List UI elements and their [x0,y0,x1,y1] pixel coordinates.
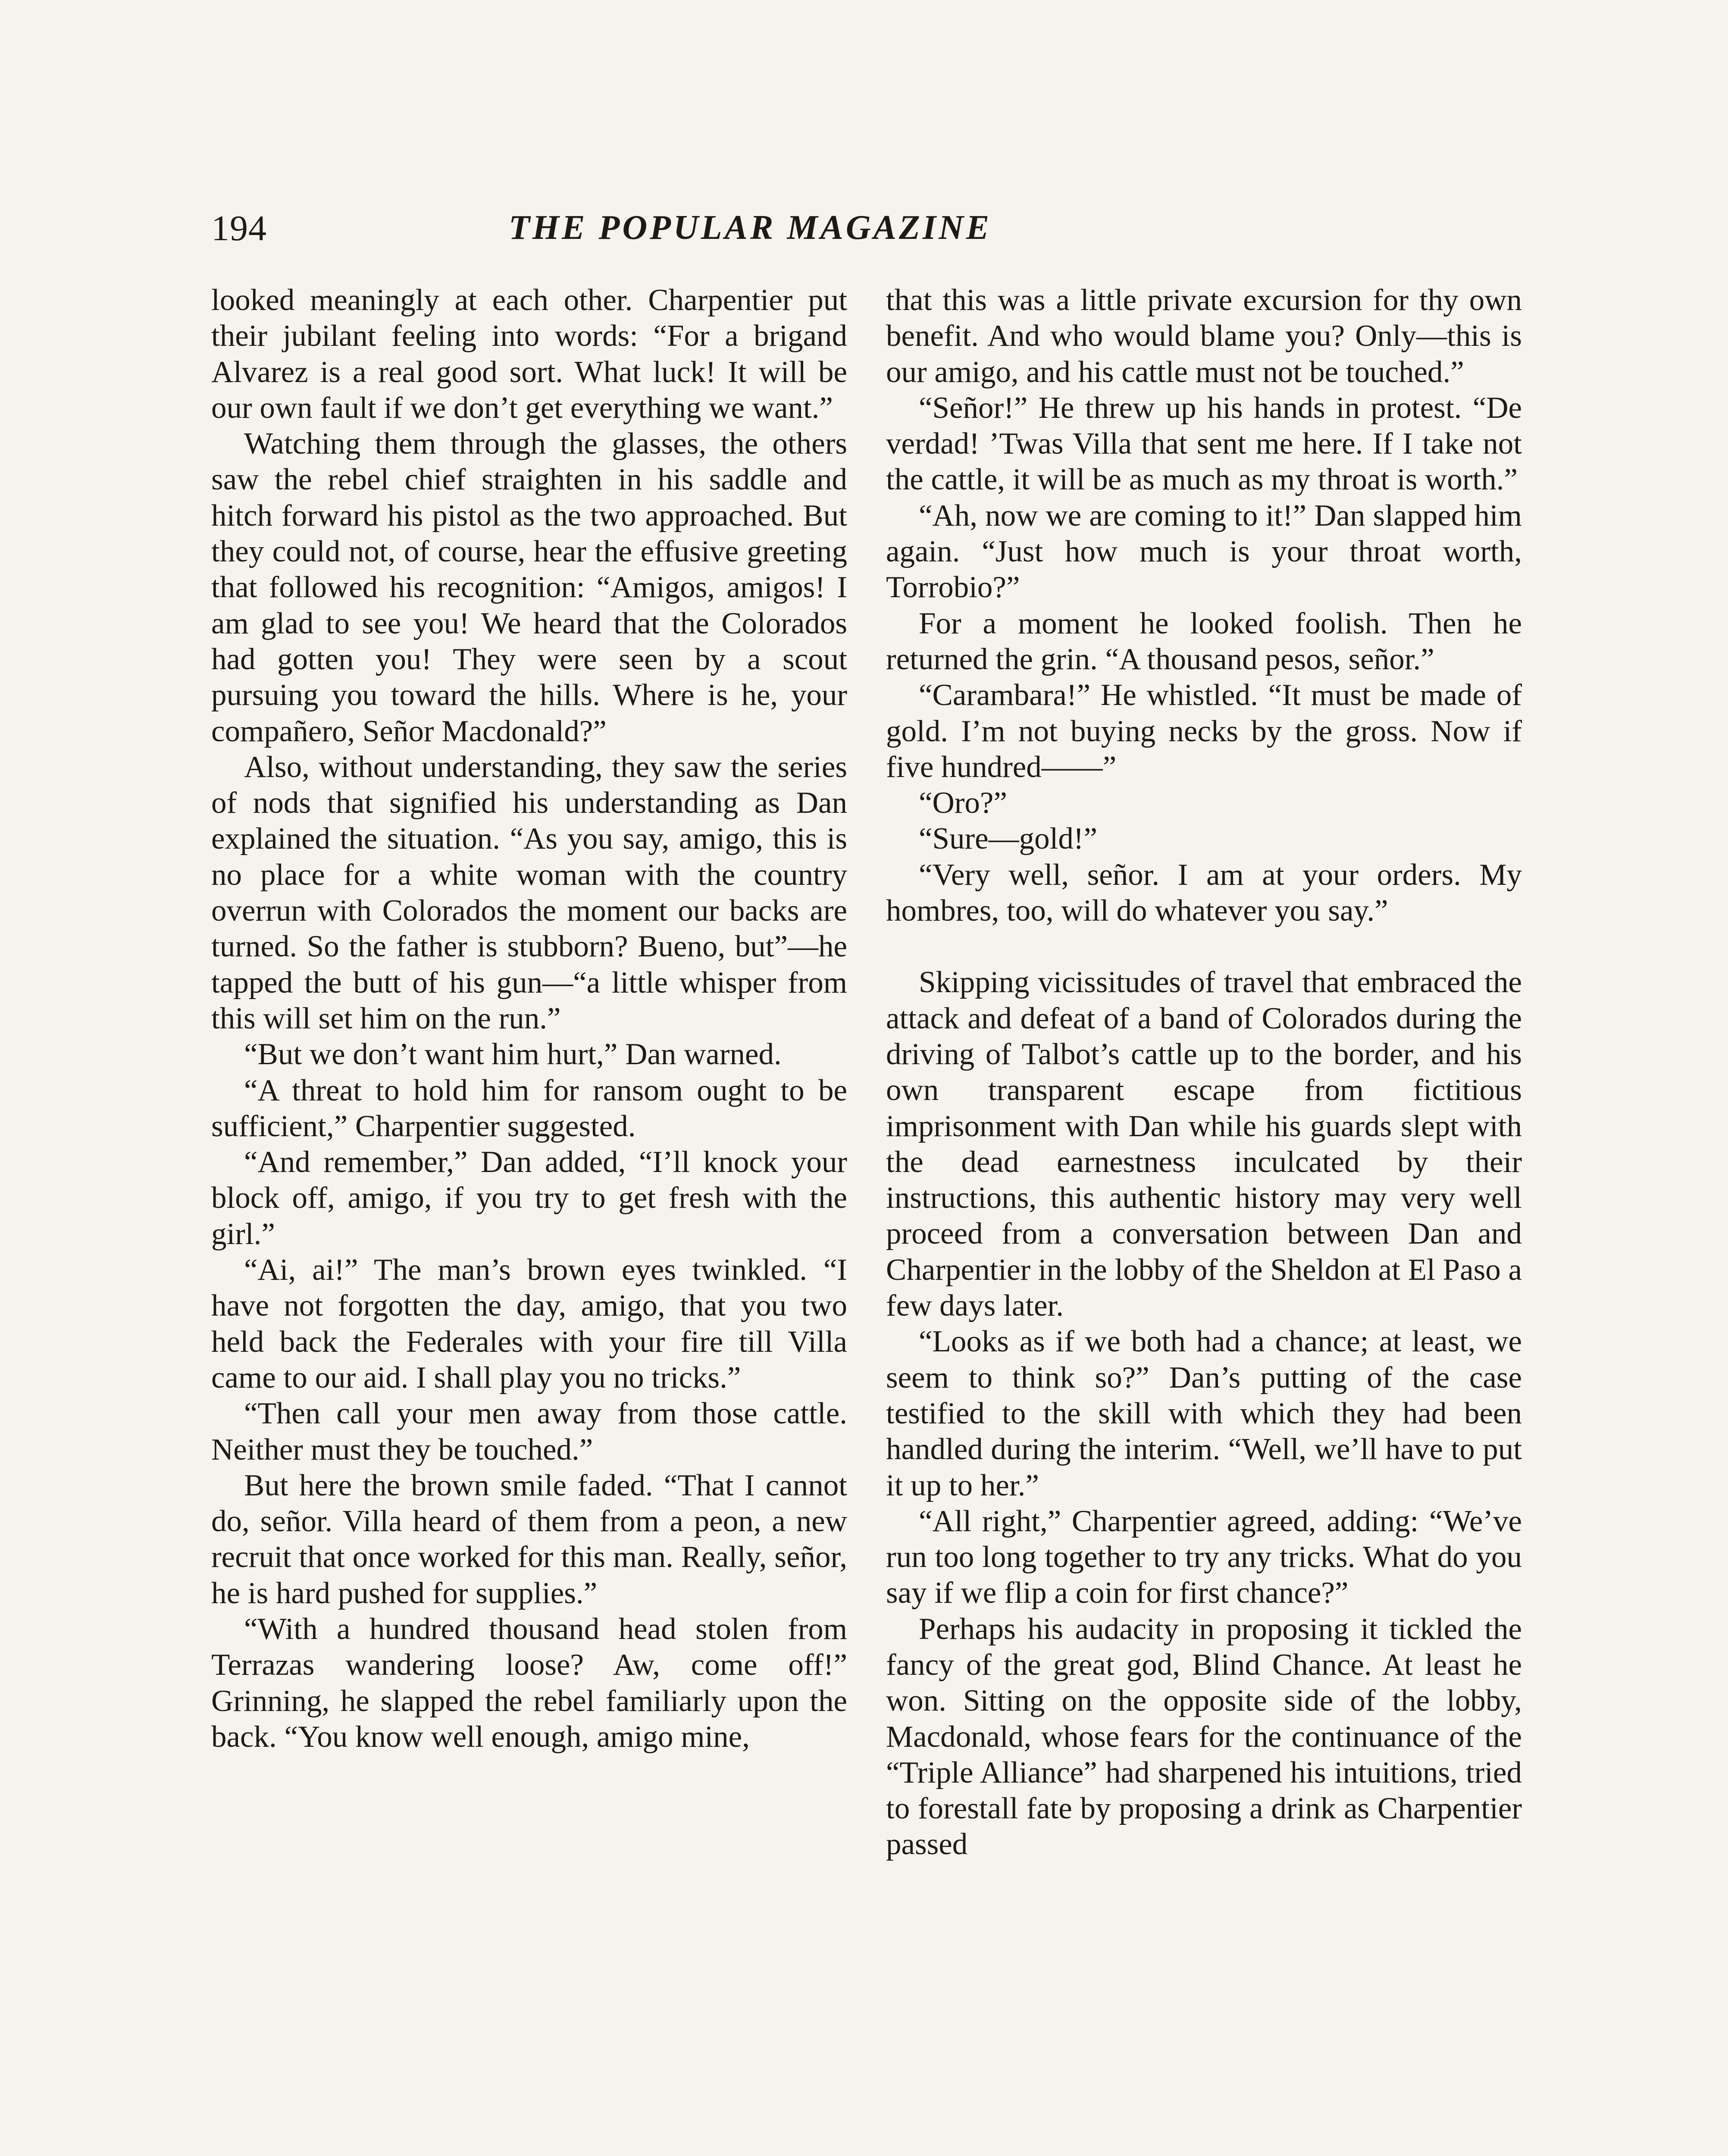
paragraph: Watching them through the glasses, the others saw the rebel chief straighten in his saddle and hitch forward his pistol as the two approached. But they could not, of course, hear the effusive greeting that followed his recognition: “Amigos, amigos! I am glad to see you! We heard that the Colorados had gotten you! They were seen by a scout pursuing you toward the hills. Where is he, your compañero, Señor Macdonald?” [211,427,847,748]
paragraph: that this was a little private excursion for thy own benefit. And who would blame you? Only—this is our amigo, and his cattle must not be touched.” [886,283,1522,389]
paragraph: “Señor!” He threw up his hands in protest. “De verdad! ’Twas Villa that sent me here. If I take not the cattle, it will be as much as my throat is worth.” [886,391,1522,497]
page-number: 194 [211,208,267,248]
paragraph: “But we don’t want him hurt,” Dan warned. [244,1037,782,1072]
paragraph: “Ah, now we are coming to it!” Dan slapped him again. “Just how much is your throat worth, Torrobio?” [886,498,1522,605]
left-column [211,282,847,2156]
paragraph: Also, without understanding, they saw the series of nods that signified his understanding as Dan explained the situation. “As you say, amigo, this is no place for a white woman with the country overrun with Colorados the moment our backs are turned. So the father is stubborn? Bueno, but”—he tapped the butt of his gun—“a little whisper from this will set him on the run.” [211,750,847,1035]
paragraph: “Very well, señor. I am at your orders. My hombres, too, will do whatever you say.” [886,858,1522,928]
paragraph: “Carambara!” He whistled. “It must be made of gold. I’m not buying necks by the gross. Now if five hundred——” [886,678,1522,784]
paragraph: “Looks as if we both had a chance; at least, we seem to think so?” Dan’s putting of the case testified to the skill with which they had been handled during the interim. “Well, we’ll have to put it up to her.” [886,1325,1522,1502]
paragraph: “With a hundred thousand head stolen from Terrazas wandering loose? Aw, come off!” Grinning, he slapped the rebel familiarly upon the back. “You know well enough, amigo mine, [211,1612,847,1754]
paragraph: Perhaps his audacity in proposing it tickled the fancy of the great god, Blind Chance. At least he won. Sitting on the opposite side of the lobby, Macdonald, whose fears for the continuance of the “Triple Alliance” had sharpened his intuitions, tried to forestall fate by proposing a drink as Charpentier passed [886,1612,1522,1861]
paragraph: “Oro?” [919,786,1007,820]
paragraph: looked meaningly at each other. Charpentier put their jubilant feeling into words: “For a brigand Alvarez is a real good sort. What luck! It will be our own fault if we don’t get everything we want.” [211,283,847,425]
paragraph: “All right,” Charpentier agreed, adding: “We’ve run too long together to try any tricks. What do you say if we flip a coin for first chance?” [886,1504,1522,1610]
paragraph: “Then call your men away from those cattle. Neither must they be touched.” [211,1397,847,1467]
paragraph: “And remember,” Dan added, “I’ll knock your block off, amigo, if you try to get fresh with the girl.” [211,1145,847,1251]
running-head: THE POPULAR MAGAZINE [509,209,992,247]
paragraph: For a moment he looked foolish. Then he returned the grin. “A thousand pesos, señor.” [886,606,1522,676]
paragraph: “A threat to hold him for ransom ought to be sufficient,” Charpentier suggested. [211,1073,847,1143]
right-column [886,282,1522,2156]
paragraph: Skipping vicissitudes of travel that embraced the attack and defeat of a band of Colorados during the driving of Talbot’s cattle up to the border, and his own transparent escape from fictitious imprisonment with Dan while his guards slept with the dead earnestness inculcated by their instructions, this authentic history may very well proceed from a conversation between Dan and Charpentier in the lobby of the Sheldon at El Paso a few days later. [886,965,1522,1323]
paragraph: “Sure—gold!” [919,822,1098,856]
paragraph: “Ai, ai!” The man’s brown eyes twinkled. “I have not forgotten the day, amigo, that you two held back the Federales with your fire till Villa came to our aid. I shall play you no tricks.” [211,1253,847,1395]
paragraph: But here the brown smile faded. “That I cannot do, señor. Villa heard of them from a peon, a new recruit that once worked for this man. Really, señor, he is hard pushed for supplies.” [211,1468,847,1610]
